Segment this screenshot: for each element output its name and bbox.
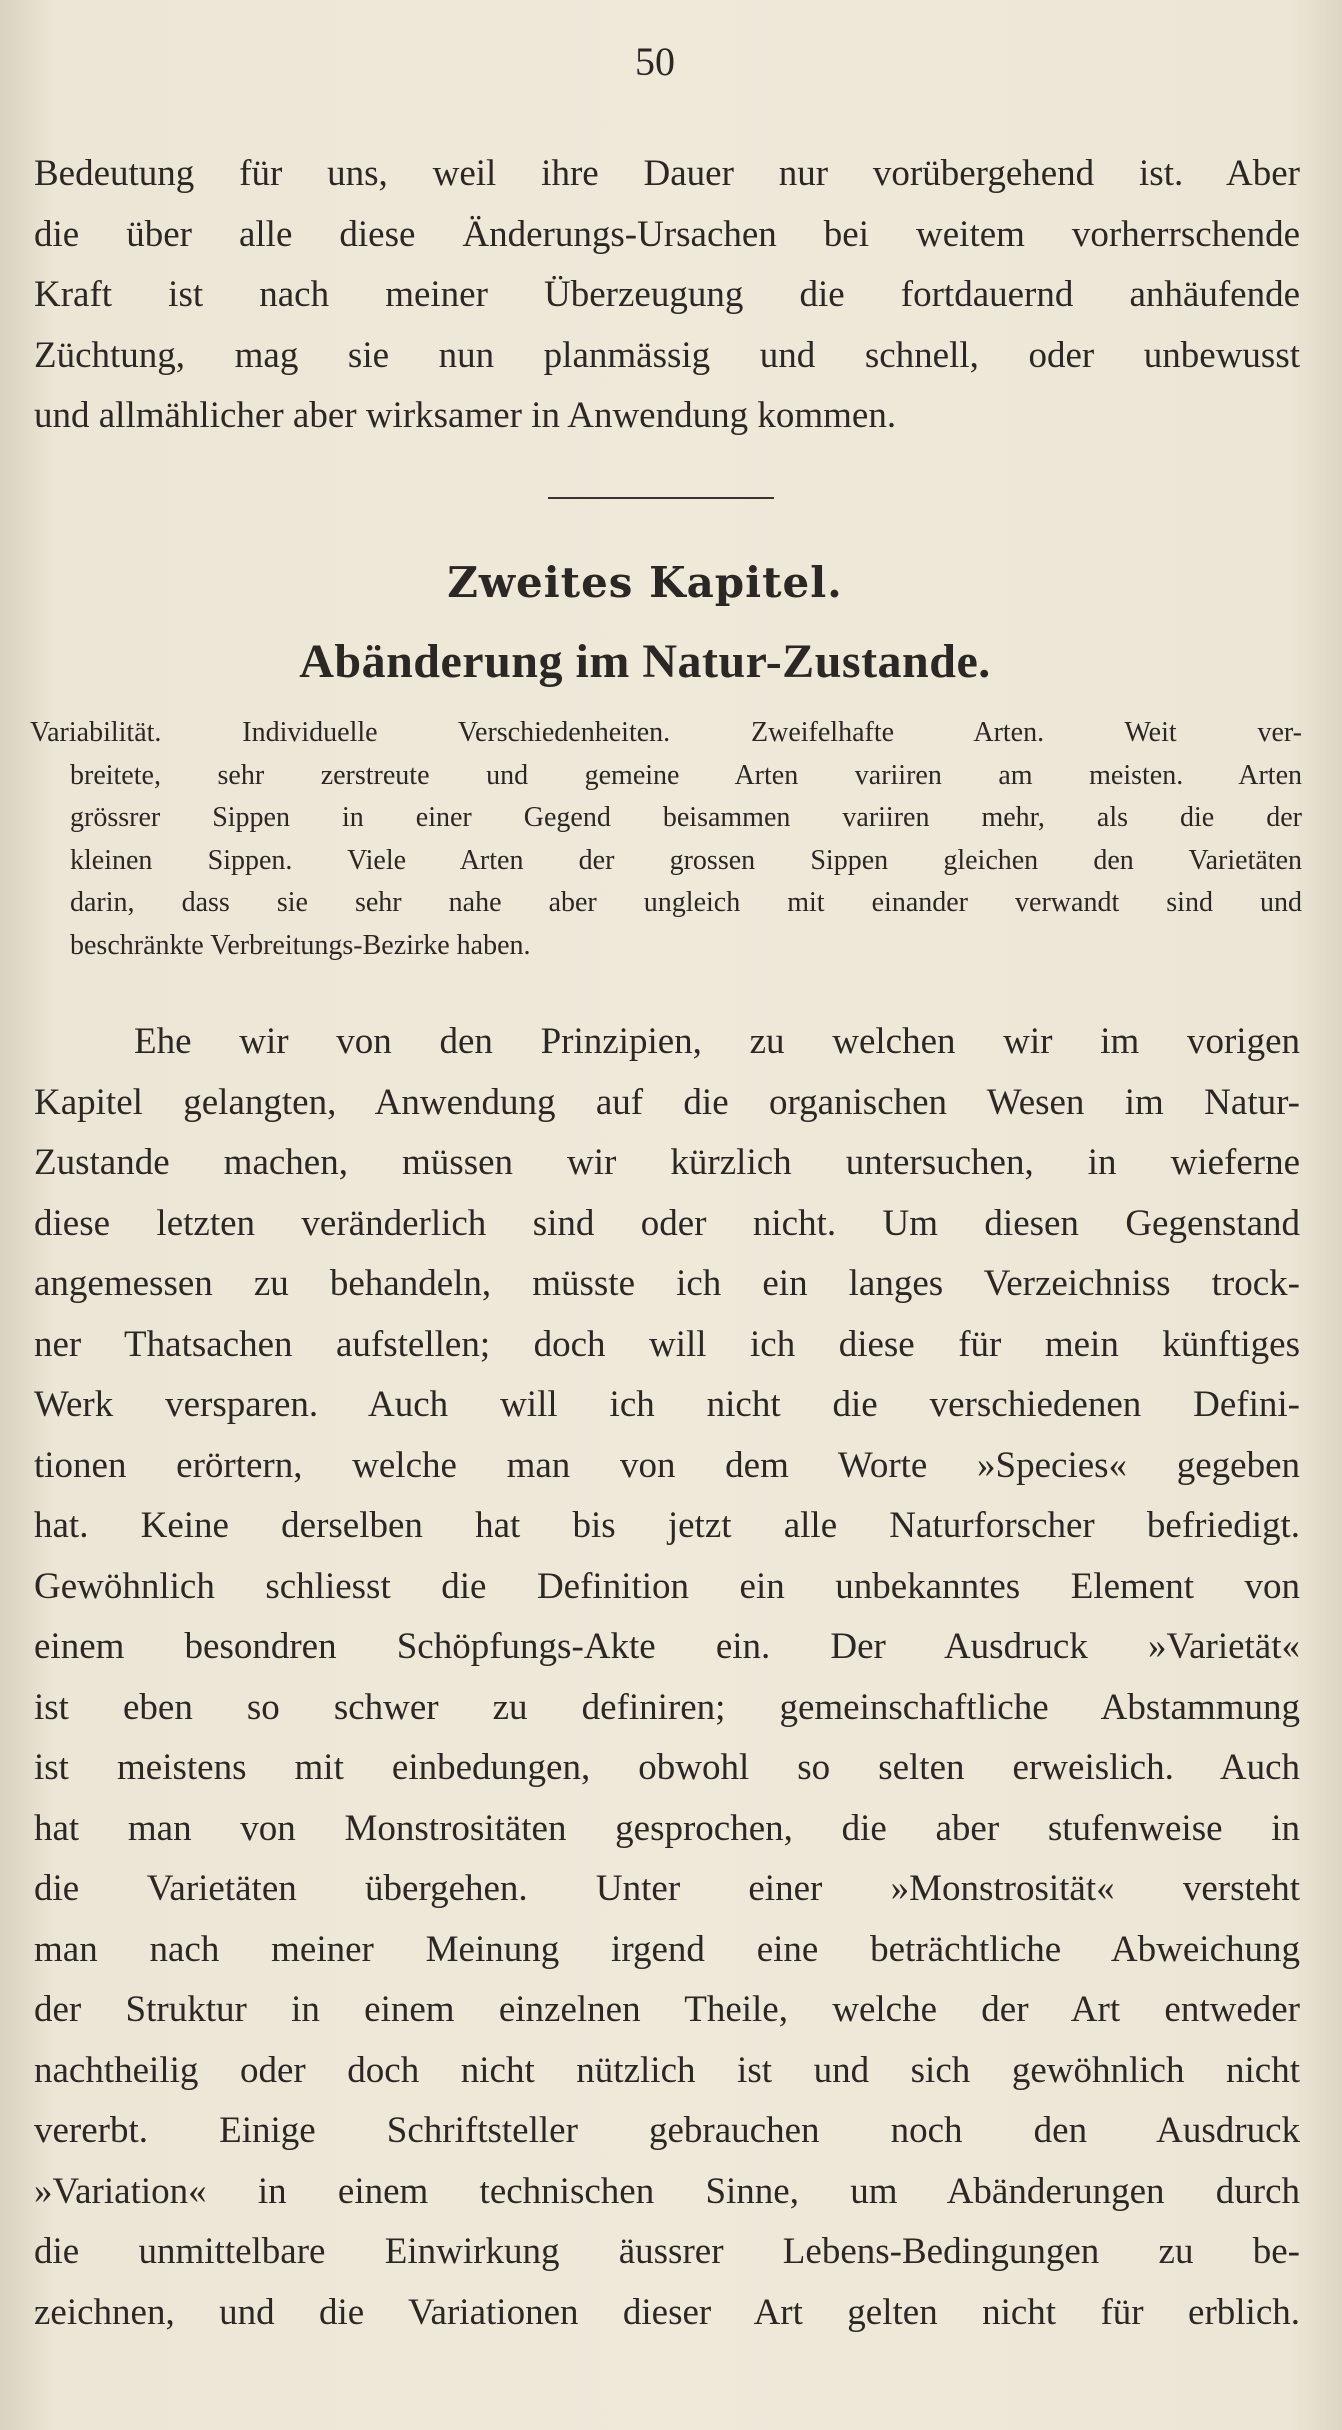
text-line: ist eben so schwer zu definiren; gemeinschaftliche Abstammung (34, 1686, 1300, 1728)
summary-line: beschränkte Verbreitungs-Bezirke haben. (70, 929, 531, 961)
section-separator (548, 497, 774, 499)
text-line: Gewöhnlich schliesst die Definition ein unbekanntes Element von (34, 1565, 1300, 1607)
text-line: ist meistens mit einbedungen, obwohl so selten erweislich. Auch (34, 1747, 1300, 1788)
intro-paragraph (34, 144, 1300, 447)
summary-line: Variabilität. Individuelle Verschiedenheiten. Zweifelhafte Arten. Weit ver- (30, 717, 1302, 748)
body-paragraph (34, 1012, 1300, 2343)
text-line: ner Thatsachen aufstellen; doch will ich diese für mein künftiges (34, 1323, 1300, 1365)
text-line: Kapitel gelangten, Anwendung auf die organischen Wesen im Natur- (34, 1081, 1300, 1123)
text-line: hat man von Monstrositäten gesprochen, die aber stufenweise in (34, 1807, 1300, 1849)
summary-line: breitete, sehr zerstreute und gemeine Arten variiren am meisten. Arten (70, 759, 1302, 791)
page-number: 50 (635, 39, 675, 84)
text-line: zeichnen, und die Variationen dieser Art gelten nicht für erblich. (34, 2291, 1300, 2333)
text-line: diese letzten veränderlich sind oder nicht. Um diesen Gegenstand (34, 1202, 1300, 1244)
text-line: Kraft ist nach meiner Überzeugung die fortdauernd anhäufende (34, 274, 1300, 315)
text-line: die über alle diese Änderungs-Ursachen bei weitem vorherrschende (34, 213, 1300, 255)
text-line: Ehe wir von den Prinzipien, zu welchen wir im vorigen (134, 1021, 1300, 1062)
text-line: man nach meiner Meinung irgend eine beträchtliche Abweichung (34, 1928, 1300, 1970)
text-line: Bedeutung für uns, weil ihre Dauer nur vorübergehend ist. Aber (34, 153, 1300, 194)
text-line: tionen erörtern, welche man von dem Worte »Species« gegeben (34, 1444, 1300, 1486)
text-line: Züchtung, mag sie nun planmässig und schnell, oder unbewusst (34, 334, 1300, 376)
text-line: hat. Keine derselben hat bis jetzt alle Naturforscher befriedigt. (34, 1505, 1300, 1546)
summary-line: grössrer Sippen in einer Gegend beisammen variiren mehr, als die der (70, 802, 1302, 833)
text-line: vererbt. Einige Schriftsteller gebrauchen noch den Ausdruck (34, 2110, 1300, 2151)
text-line: die Varietäten übergehen. Unter einer »Monstrosität« versteht (34, 1868, 1300, 1909)
text-line: angemessen zu behandeln, müsste ich ein langes Verzeichniss trock- (34, 1263, 1300, 1304)
chapter-subtitle: Abänderung im Natur-Zustande. (299, 635, 991, 688)
text-line: »Variation« in einem technischen Sinne, um Abänderungen durch (34, 2170, 1300, 2212)
summary-line: darin, dass sie sehr nahe aber ungleich mit einander verwandt sind und (70, 887, 1302, 918)
chapter-summary (30, 712, 1302, 967)
text-line: und allmählicher aber wirksamer in Anwendung kommen. (34, 395, 897, 436)
text-line: nachtheilig oder doch nicht nützlich ist und sich gewöhnlich nicht (34, 2049, 1300, 2091)
text-line: Zustande machen, müssen wir kürzlich untersuchen, in wieferne (34, 1142, 1300, 1183)
text-line: die unmittelbare Einwirkung äussrer Lebens-Bedingungen zu be- (34, 2231, 1300, 2272)
summary-line: kleinen Sippen. Viele Arten der grossen Sippen gleichen den Varietäten (70, 844, 1302, 876)
text-line: einem besondren Schöpfungs-Akte ein. Der Ausdruck »Varietät« (34, 1626, 1300, 1667)
text-line: der Struktur in einem einzelnen Theile, welche der Art entweder (34, 1989, 1300, 2030)
text-line: Werk versparen. Auch will ich nicht die verschiedenen Defini- (34, 1384, 1300, 1425)
chapter-title: Zweites Kapitel. (447, 558, 843, 607)
